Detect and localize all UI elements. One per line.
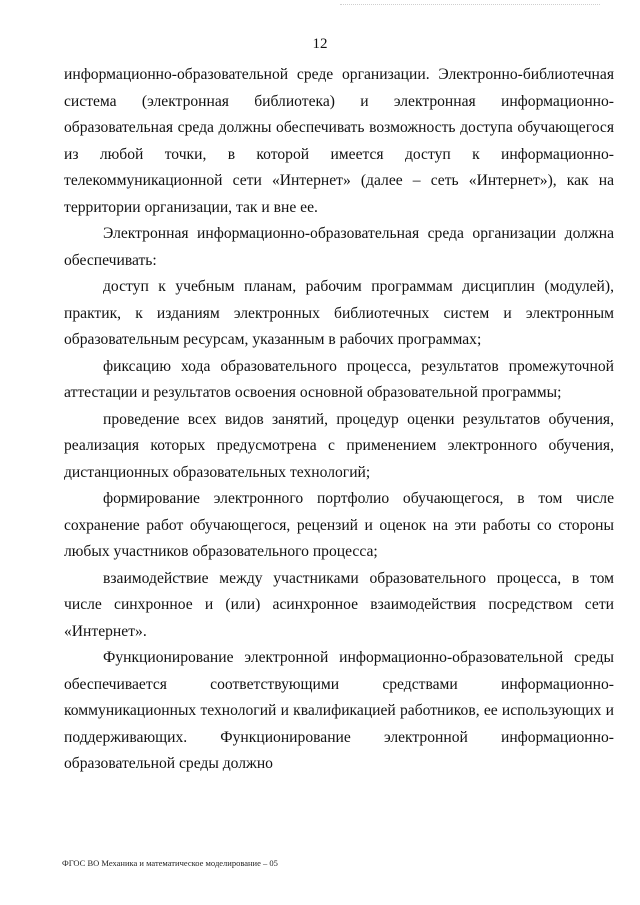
scan-artifact	[340, 4, 600, 6]
page-number: 12	[312, 36, 328, 52]
list-item-paragraph: фиксацию хода образовательного процесса, результатов промежуточной аттестации и результатов освоения основной образовательной программы;	[64, 357, 614, 401]
paragraph: Функционирование электронной информационно-образовательной среды обеспечивается соответствующими средствами информационно-коммуникационных технологий и квалификацией работников, ее использующих и поддерживающих. Функционирование электронной информационно-образовательной среды должно	[64, 649, 614, 772]
footer-standard-label: ФГОС ВО Механика и математическое моделирование – 05	[62, 858, 278, 868]
list-item-paragraph: доступ к учебным планам, рабочим программам дисциплин (модулей), практик, к изданиям электронных библиотечных систем и электронным образовательным ресурсам, указанным в рабочих программах;	[64, 278, 614, 348]
list-item-paragraph: проведение всех видов занятий, процедур оценки результатов обучения, реализация которых предусмотрена с применением электронного обучения, дистанционных образовательных технологий;	[64, 410, 614, 481]
list-item-paragraph: формирование электронного портфолио обучающегося, в том числе сохранение работ обучающегося, рецензий и оценок на эти работы со стороны любых участников образовательного процесса;	[64, 490, 614, 560]
list-item-paragraph: взаимодействие между участниками образовательного процесса, в том числе синхронное и (или) асинхронное взаимодействия посредством сети «Интернет».	[64, 569, 614, 640]
paragraph: Электронная информационно-образовательная среда организации должна обеспечивать:	[64, 225, 614, 269]
body-text	[64, 62, 614, 778]
paragraph: информационно-образовательной среде организации. Электронно-библиотечная система (электронная библиотека) и электронная информационно-образовательная среда должны обеспечивать возможность доступа обучающегося из любой точки, в которой имеется доступ к информационно-телекоммуникационной сети «Интернет» (далее – сеть «Интернет»), как на территории организации, так и вне ее.	[64, 66, 614, 216]
